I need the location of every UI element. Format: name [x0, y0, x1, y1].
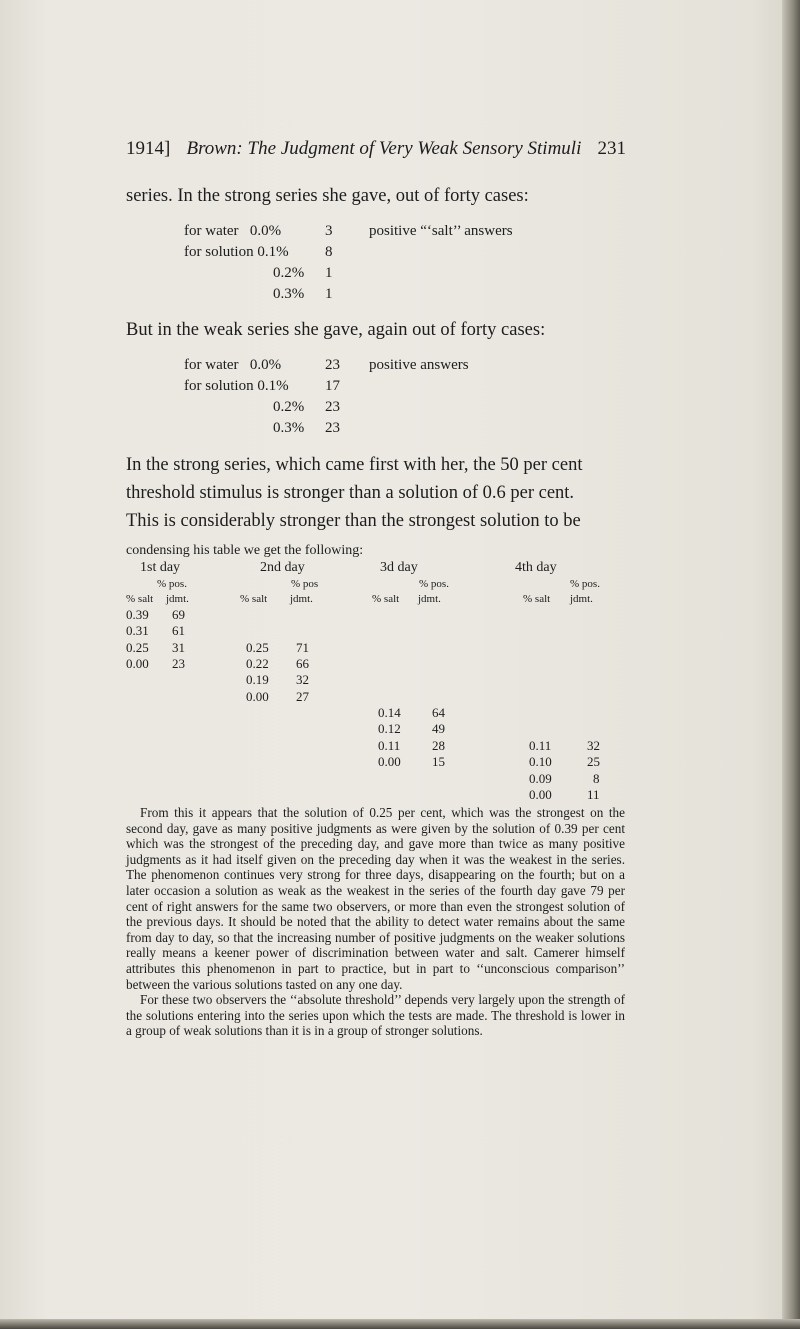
table-cell-jdmt: 66 — [296, 656, 309, 671]
table-cell-salt: 0.11 — [378, 738, 401, 753]
paragraph-weak-series: But in the weak series she gave, again out of forty cases: — [126, 320, 546, 340]
list-label: for water 0.0% — [184, 357, 282, 373]
table-cell-jdmt: 15 — [432, 754, 445, 769]
paragraph-from-this: From this it appears that the solution of 0.25 per cent, which was the strongest on the second day, gave as many positive judgments as were given by the solution of 0.39 per cent which was the strongest of the preceding day, and gave more than twice as many positive judgments as it had itself given on the preceding day when it was the weakest in the series. The phenomenon continues very strong for three days, disappearing on the fourth; but on a later occasion a solution as weak as the weakest in the series of the fourth day gave 79 per cent of right answers for the same two observers, or more than even the strongest solution of the previous days. It should be noted that the ability to detect water remains about the same from day to day, so that the increasing number of positive judgments on the weaker solutions really means a keener power of discrimination between water and salt. Camerer himself attributes this phenomenon in part to practice, but in part to ‘‘unconscious comparison’’ between the various solutions tasted on any one day. — [126, 805, 625, 992]
list-pct: 0.2% — [273, 399, 305, 415]
table-cell-salt: 0.22 — [246, 656, 269, 671]
table-cell-salt: 0.00 — [529, 787, 552, 802]
table-cell-jdmt: 28 — [432, 738, 445, 753]
list-count: 17 — [325, 378, 340, 394]
paragraph-absolute-threshold: For these two observers the ‘‘absolute threshold’’ depends very largely upon the strength of the solutions entering into the series upon which the tests are made. The threshold is lower in a group of weak solutions than it is in a group of stronger solutions. — [126, 992, 625, 1039]
subhead-jdmt: jdmt. — [290, 593, 313, 605]
table-cell-jdmt: 61 — [172, 623, 185, 638]
list-count: 1 — [325, 265, 333, 281]
table-cell-salt: 0.09 — [529, 771, 552, 786]
table-cell-jdmt: 64 — [432, 705, 445, 720]
subhead-jdmt: jdmt. — [166, 593, 189, 605]
table-cell-salt: 0.00 — [378, 754, 401, 769]
list-count: 8 — [325, 244, 333, 260]
table-cell-jdmt: 11 — [587, 787, 600, 802]
subhead-pos: % pos — [291, 578, 319, 590]
list-pct: 0.3% — [273, 420, 305, 436]
table-cell-jdmt: 49 — [432, 721, 445, 736]
page-edge-bottom — [0, 1319, 800, 1329]
table-intro: condensing his table we get the following: — [126, 543, 364, 558]
list-count: 23 — [325, 420, 340, 436]
table-cell-salt: 0.11 — [529, 738, 552, 753]
table-cell-jdmt: 31 — [172, 640, 185, 655]
list-count: 3 — [325, 223, 333, 239]
paragraph-threshold-line-2: threshold stimulus is stronger than a solution of 0.6 per cent. — [126, 483, 575, 503]
table-cell-jdmt: 32 — [296, 672, 309, 687]
table-cell-salt: 0.00 — [246, 689, 269, 704]
day-header: 4th day — [515, 560, 557, 575]
subhead-salt: % salt — [240, 593, 268, 605]
header-year: 1914] — [126, 138, 171, 159]
table-cell-salt: 0.31 — [126, 623, 149, 638]
list-label: for solution 0.1% — [184, 244, 289, 260]
list-count: 1 — [325, 286, 333, 302]
list-count: 23 — [325, 357, 340, 373]
list-pct: 0.2% — [273, 265, 305, 281]
table-cell-salt: 0.19 — [246, 672, 269, 687]
subhead-salt: % salt — [372, 593, 400, 605]
list-note: positive “‘salt’’ answers — [369, 223, 513, 239]
table-cell-jdmt: 27 — [296, 689, 309, 704]
table-cell-salt: 0.25 — [246, 640, 269, 655]
table-cell-salt: 0.14 — [378, 705, 401, 720]
table-cell-jdmt: 8 — [593, 771, 600, 786]
table-cell-salt: 0.25 — [126, 640, 149, 655]
table-cell-salt: 0.39 — [126, 607, 149, 622]
day-header: 1st day — [140, 560, 181, 575]
paragraph-strong-series: series. In the strong series she gave, out of forty cases: — [126, 186, 529, 206]
running-title: Brown: The Judgment of Very Weak Sensory Stimuli — [186, 138, 582, 159]
table-cell-salt: 0.10 — [529, 754, 552, 769]
page-number: 231 — [597, 138, 626, 159]
paragraph-threshold-line-1: In the strong series, which came first with her, the 50 per cent — [126, 455, 583, 475]
list-count: 23 — [325, 399, 340, 415]
list-pct: 0.3% — [273, 286, 305, 302]
subhead-pos: % pos. — [419, 578, 449, 590]
day-header: 2nd day — [260, 560, 305, 575]
paragraph-threshold-line-3: This is considerably stronger than the strongest solution to be — [126, 511, 581, 531]
subhead-jdmt: jdmt. — [418, 593, 441, 605]
discussion-text — [126, 805, 625, 1039]
list-note: positive answers — [369, 357, 469, 373]
table-cell-salt: 0.00 — [126, 656, 149, 671]
table-cell-salt: 0.12 — [378, 721, 401, 736]
subhead-jdmt: jdmt. — [570, 593, 593, 605]
subhead-pos: % pos. — [570, 578, 600, 590]
list-label: for water 0.0% — [184, 223, 282, 239]
subhead-salt: % salt — [126, 593, 154, 605]
subhead-salt: % salt — [523, 593, 551, 605]
table-cell-jdmt: 69 — [172, 607, 185, 622]
table-cell-jdmt: 71 — [296, 640, 309, 655]
table-cell-jdmt: 23 — [172, 656, 185, 671]
table-cell-jdmt: 32 — [587, 738, 600, 753]
table-cell-jdmt: 25 — [587, 754, 600, 769]
list-label: for solution 0.1% — [184, 378, 289, 394]
day-header: 3d day — [380, 560, 418, 575]
subhead-pos: % pos. — [157, 578, 187, 590]
